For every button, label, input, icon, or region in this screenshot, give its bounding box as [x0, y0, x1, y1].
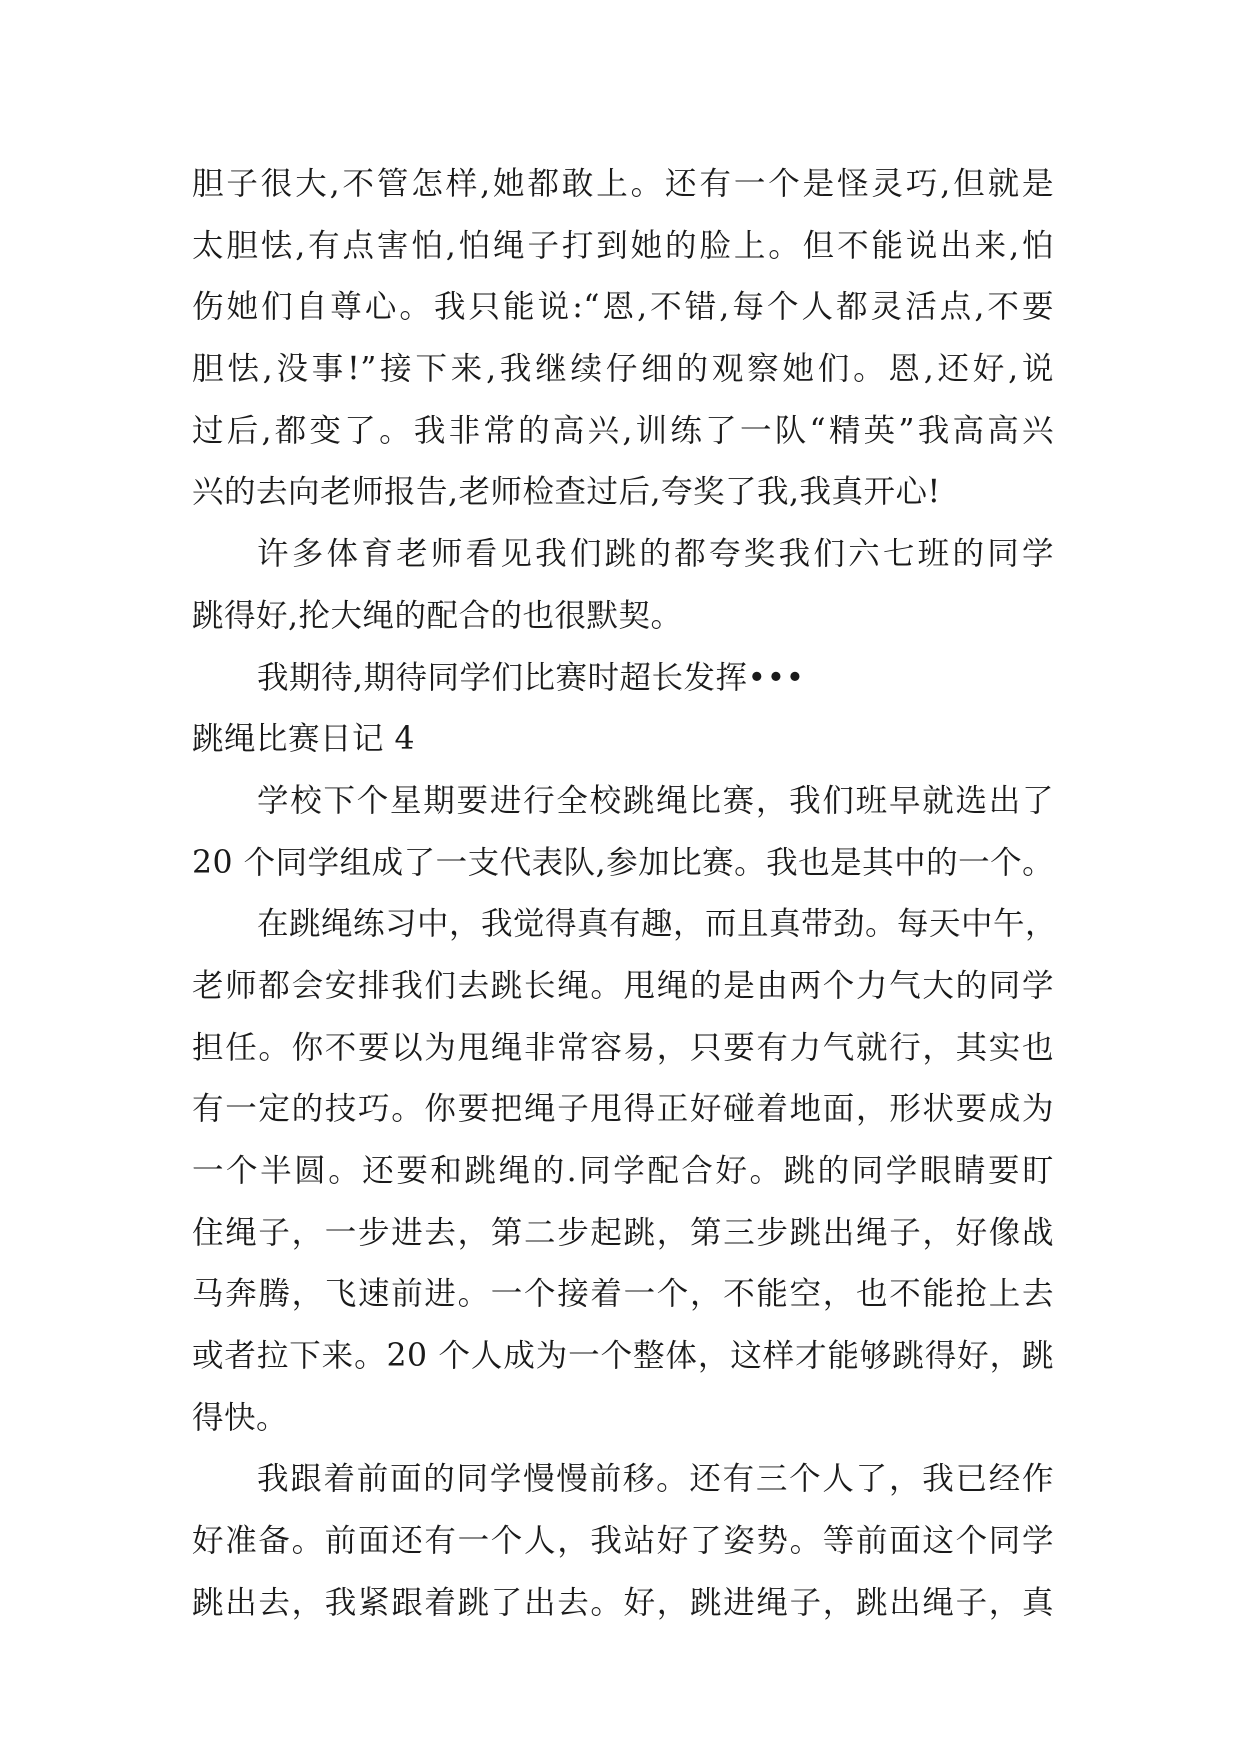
- text-line: 胆子很大,不管怎样,她都敢上。还有一个是怪灵巧,但就是: [192, 166, 1054, 202]
- text-line: 20 个同学组成了一支代表队,参加比赛。我也是其中的一个。: [192, 844, 1055, 881]
- text-line: 老师都会安排我们去跳长绳。甩绳的是由两个力气大的同学: [192, 967, 1054, 1004]
- text-line: 一个半圆。还要和跳绳的.同学配合好。跳的同学眼睛要盯: [192, 1153, 1054, 1189]
- document-body: [192, 154, 1058, 1635]
- text-line: 担任。你不要以为甩绳非常容易，只要有力气就行，其实也: [192, 1029, 1054, 1066]
- paragraph-first-line: 我期待,期待同学们比赛时超长发挥•••: [257, 659, 805, 696]
- text-line: 住绳子，一步进去，第二步起跳，第三步跳出绳子，好像战: [192, 1214, 1054, 1251]
- text-line: 胆怯,没事!”接下来,我继续仔细的观察她们。恩,还好,说: [192, 351, 1054, 388]
- text-line: 兴的去向老师报告,老师检查过后,夸奖了我,我真开心!: [192, 474, 941, 511]
- text-line: 跳出去，我紧跟着跳了出去。好，跳进绳子，跳出绳子，真: [192, 1584, 1054, 1621]
- paragraph-first-line: 在跳绳练习中，我觉得真有趣，而且真带劲。每天中午，: [257, 906, 1058, 943]
- text-line: 或者拉下来。20 个人成为一个整体，这样才能够跳得好，跳: [192, 1338, 1054, 1375]
- text-line: 得快。: [192, 1399, 289, 1436]
- text-line: 伤她们自尊心。我只能说:“恩,不错,每个人都灵活点,不要: [192, 289, 1054, 326]
- text-line: 马奔腾，飞速前进。一个接着一个，不能空，也不能抢上去: [192, 1276, 1054, 1313]
- paragraph-first-line: 许多体育老师看见我们跳的都夸奖我们六七班的同学: [257, 536, 1054, 573]
- text-line: 有一定的技巧。你要把绳子甩得正好碰着地面，形状要成为: [192, 1091, 1054, 1128]
- paragraph-first-line: 学校下个星期要进行全校跳绳比赛，我们班早就选出了: [257, 782, 1054, 819]
- paragraph-first-line: 我跟着前面的同学慢慢前移。还有三个人了，我已经作: [257, 1461, 1054, 1498]
- text-line: 好准备。前面还有一个人，我站好了姿势。等前面这个同学: [192, 1523, 1054, 1560]
- text-line: 跳得好,抡大绳的配合的也很默契。: [192, 597, 683, 634]
- text-line: 太胆怯,有点害怕,怕绳子打到她的脸上。但不能说出来,怕: [192, 227, 1054, 264]
- text-line: 过后,都变了。我非常的高兴,训练了一队“精英”我高高兴: [192, 412, 1054, 449]
- section-heading: 跳绳比赛日记 4: [192, 721, 416, 758]
